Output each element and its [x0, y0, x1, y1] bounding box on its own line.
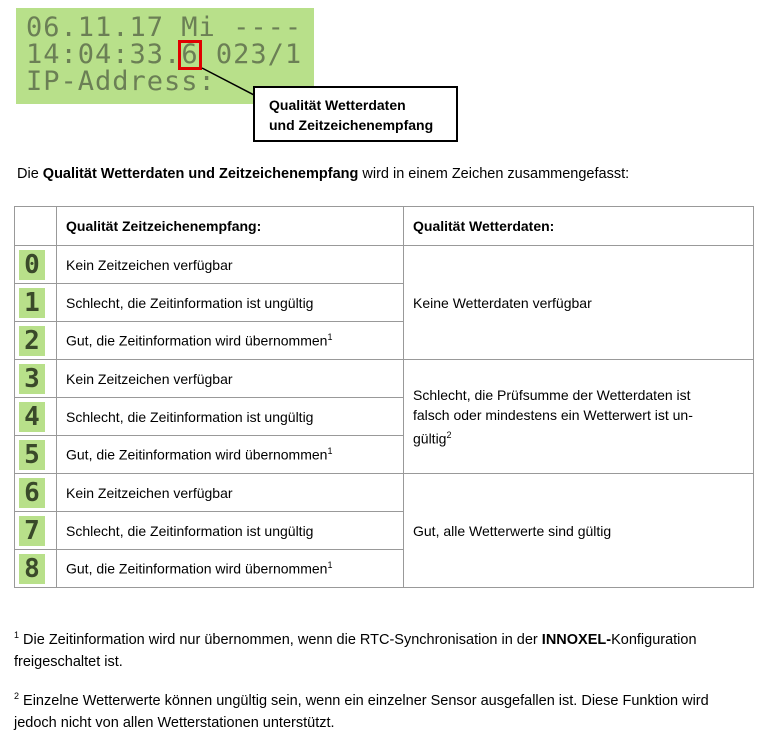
footnote-ref: 1	[327, 446, 333, 457]
digit-badge: 4	[19, 402, 45, 432]
digit-badge: 2	[19, 326, 45, 356]
footnote-ref: 1	[327, 560, 333, 571]
weather-cell: Schlecht, die Prüfsumme der Wetterdaten ist falsch oder mindestens ein Wetterwert ist un-gültig$^2$	[404, 360, 754, 474]
digit-badge: 7	[19, 516, 45, 546]
intro-pre: Die	[17, 166, 43, 182]
signal-cell: Kein Zeitzeichen verfügbar	[57, 474, 404, 512]
digit-badge: 3	[19, 364, 45, 394]
lcd-counter: 023/1	[198, 39, 303, 70]
footnote-2-text: Einzelne Wetterwerte können ungültig sein, wenn ein einzelner Sensor ausgefallen ist. Diese Funktion wird jedoch nicht von allen Wetterstationen unterstützt.	[14, 692, 709, 731]
signal-cell: Schlecht, die Zeitinformation ist ungültig	[57, 284, 404, 322]
callout-connector	[200, 66, 260, 100]
signal-cell: Gut, die Zeitinformation wird übernommen$^1$	[57, 436, 404, 474]
quality-table	[14, 206, 754, 588]
digit-badge: 0	[19, 250, 45, 280]
table-header-row	[15, 207, 754, 246]
table-row	[15, 246, 754, 284]
footnote-1	[14, 624, 754, 673]
footnote-ref: 2	[446, 429, 452, 440]
footnote-2-number: 2	[14, 691, 20, 701]
signal-cell: Kein Zeitzeichen verfügbar	[57, 360, 404, 398]
lcd-time: 14:04:33.	[26, 39, 182, 70]
lcd-quality-digit: 6	[178, 40, 201, 70]
footnote-1-post: Konfiguration freigeschaltet ist.	[14, 631, 697, 670]
callout-box	[253, 86, 458, 142]
intro-text	[17, 166, 629, 182]
signal-cell: Kein Zeitzeichen verfügbar	[57, 246, 404, 284]
lcd-line-1: 06.11.17 Mi ----	[26, 12, 303, 43]
callout-line-2: und Zeitzeichenempfang	[269, 117, 434, 133]
lcd-line-2	[26, 41, 314, 68]
signal-cell: Schlecht, die Zeitinformation ist ungültig	[57, 512, 404, 550]
digit-badge: 6	[19, 478, 45, 508]
footnote-1-number: 1	[14, 630, 20, 640]
footnote-1-bold: INNOXEL-	[541, 631, 612, 648]
digit-badge: 5	[19, 440, 45, 470]
intro-bold: Qualität Wetterdaten und Zeitzeichenempfang	[42, 166, 359, 182]
signal-cell: Gut, die Zeitinformation wird übernommen$^1$	[57, 550, 404, 588]
lcd-line-3: IP-Address:	[26, 66, 216, 97]
footnote-1-pre: Die Zeitinformation wird nur übernommen, wenn die RTC-Synchronisation in der	[19, 631, 542, 648]
weather-cell: Gut, alle Wetterwerte sind gültig	[404, 474, 754, 588]
table-row	[15, 474, 754, 512]
header-weather: Qualität Wetterdaten:	[404, 207, 754, 246]
intro-post: wird in einem Zeichen zusammengefasst:	[358, 166, 630, 182]
callout-line-1: Qualität Wetterdaten	[269, 97, 406, 113]
digit-badge: 1	[19, 288, 45, 318]
header-signal: Qualität Zeitzeichenempfang:	[57, 207, 404, 246]
weather-cell: Keine Wetterdaten verfügbar	[404, 246, 754, 360]
signal-cell: Gut, die Zeitinformation wird übernommen$^1$	[57, 322, 404, 360]
header-empty	[15, 207, 57, 246]
digit-badge: 8	[19, 554, 45, 584]
table-row	[15, 360, 754, 398]
footnote-ref: 1	[327, 332, 333, 343]
footnote-2	[14, 685, 754, 734]
signal-cell: Schlecht, die Zeitinformation ist ungültig	[57, 398, 404, 436]
